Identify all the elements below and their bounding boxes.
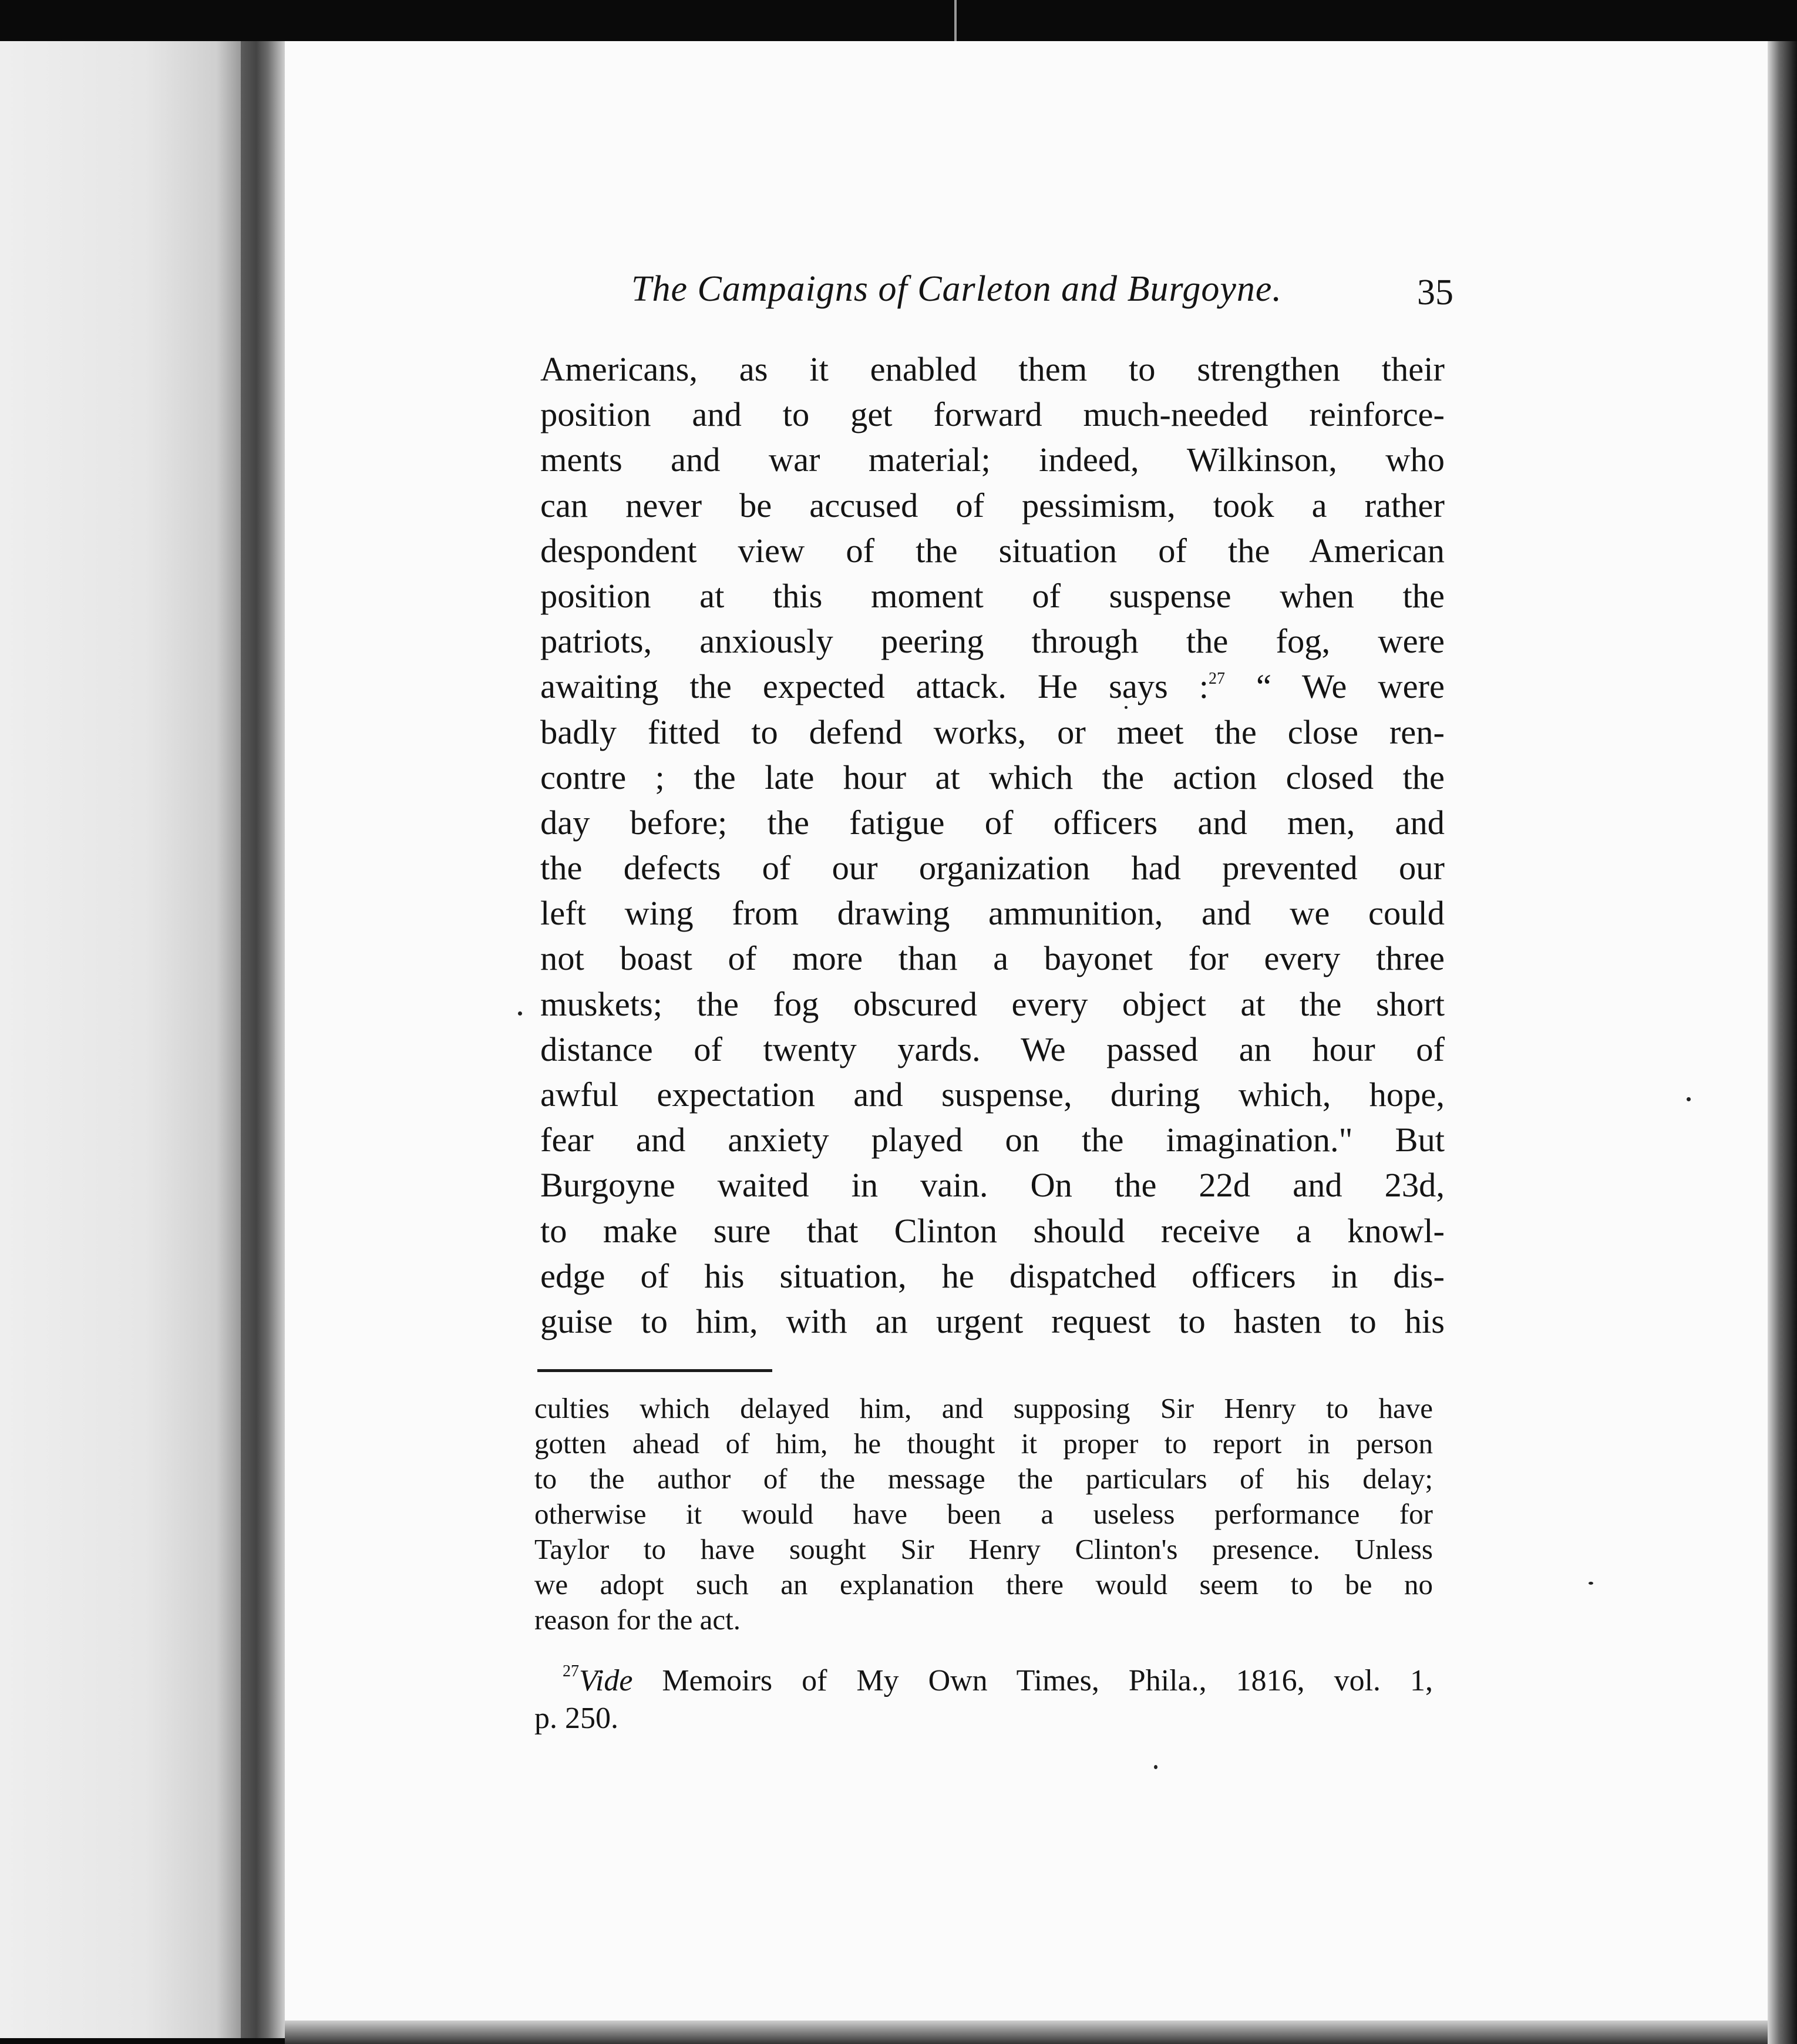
body-line: awful expectation and suspense, during which, hope, — [540, 1075, 1445, 1114]
footnote-line: p. 250. — [534, 1702, 618, 1735]
page-number: 35 — [1417, 273, 1453, 312]
footnote-line: to the author of the message the particulars of his delay; — [534, 1463, 1433, 1495]
body-line: muskets; the fog obscured every object at the short — [540, 984, 1445, 1023]
footnote-number: 27 — [563, 1662, 579, 1680]
body-line: left wing from drawing ammunition, and we could — [540, 894, 1445, 933]
body-line: edge of his situation, he dispatched officers in dis- — [540, 1256, 1445, 1295]
body-line: can never be accused of pessimism, took a rather — [540, 486, 1445, 525]
body-line: badly fitted to defend works, or meet the close ren- — [540, 712, 1445, 751]
body-line: guise to him, with an urgent request to hasten to his — [540, 1302, 1445, 1340]
book-gutter — [241, 41, 285, 2038]
footnote-separator-rule — [537, 1369, 772, 1372]
footnotes — [534, 1391, 1433, 1737]
body-text — [540, 347, 1445, 1344]
body-line: despondent view of the situation of the American — [540, 531, 1445, 570]
footnote-line: otherwise it would have been a useless performance for — [534, 1498, 1433, 1530]
footnote-line: gotten ahead of him, he thought it proper to report in person — [534, 1427, 1433, 1460]
footnote-continued — [534, 1391, 1433, 1638]
footnote-italic-word: Vide — [579, 1664, 633, 1697]
body-line: distance of twenty yards. We passed an hour of — [540, 1030, 1445, 1068]
footnote-citation: Memoirs of My Own Times, Phila., 1816, vol. 1, — [632, 1664, 1433, 1697]
footnote-line: we adopt such an explanation there would seem to be no — [534, 1568, 1433, 1601]
right-page-edge — [1768, 41, 1797, 2044]
body-line: not boast of more than a bayonet for every three — [540, 939, 1445, 978]
body-line-with-footnote-ref — [540, 664, 1445, 709]
body-line: day before; the fatigue of officers and men, and — [540, 803, 1445, 842]
footnote-line: Taylor to have sought Sir Henry Clinton's presence. Unless — [534, 1533, 1433, 1565]
scan-speck — [518, 1011, 522, 1016]
body-line: fear and anxiety played on the imagination." But — [540, 1121, 1445, 1159]
footnote-line: culties which delayed him, and supposing Sir Henry to have — [534, 1392, 1433, 1424]
body-line: contre ; the late hour at which the action closed the — [540, 758, 1445, 796]
body-line: patriots, anxiously peering through the fog, were — [540, 622, 1445, 661]
body-line: the defects of our organization had prevented our — [540, 849, 1445, 887]
body-line: Burgoyne waited in vain. On the 22d and 23d, — [540, 1166, 1445, 1205]
body-line: Americans, as it enabled them to strengthen their — [540, 350, 1445, 388]
scan-speck — [1154, 1765, 1157, 1769]
scan-artifact — [954, 0, 957, 47]
scan-speck — [1589, 1582, 1593, 1585]
scan-speck — [1687, 1097, 1691, 1101]
scan-speck — [1125, 706, 1128, 709]
bottom-page-edge — [285, 2021, 1768, 2044]
footnote-line: reason for the act. — [534, 1603, 741, 1636]
running-header — [631, 261, 1453, 326]
body-line: ments and war material; indeed, Wilkinson, who — [540, 441, 1445, 479]
running-title: The Campaigns of Carleton and Burgoyne. — [631, 269, 1282, 309]
body-line: position and to get forward much-needed reinforce- — [540, 395, 1445, 434]
body-line-text: awaiting the expected attack. He says : — [540, 667, 1209, 706]
left-page-edge — [0, 41, 241, 2038]
quote-opening: “ We were — [1256, 667, 1445, 706]
footnote-line — [534, 1662, 1433, 1700]
body-line: position at this moment of suspense when the — [540, 576, 1445, 615]
footnote-27 — [534, 1662, 1433, 1737]
footnote-ref-marker: 27 — [1209, 670, 1226, 688]
body-line: to make sure that Clinton should receive a knowl- — [540, 1211, 1445, 1250]
